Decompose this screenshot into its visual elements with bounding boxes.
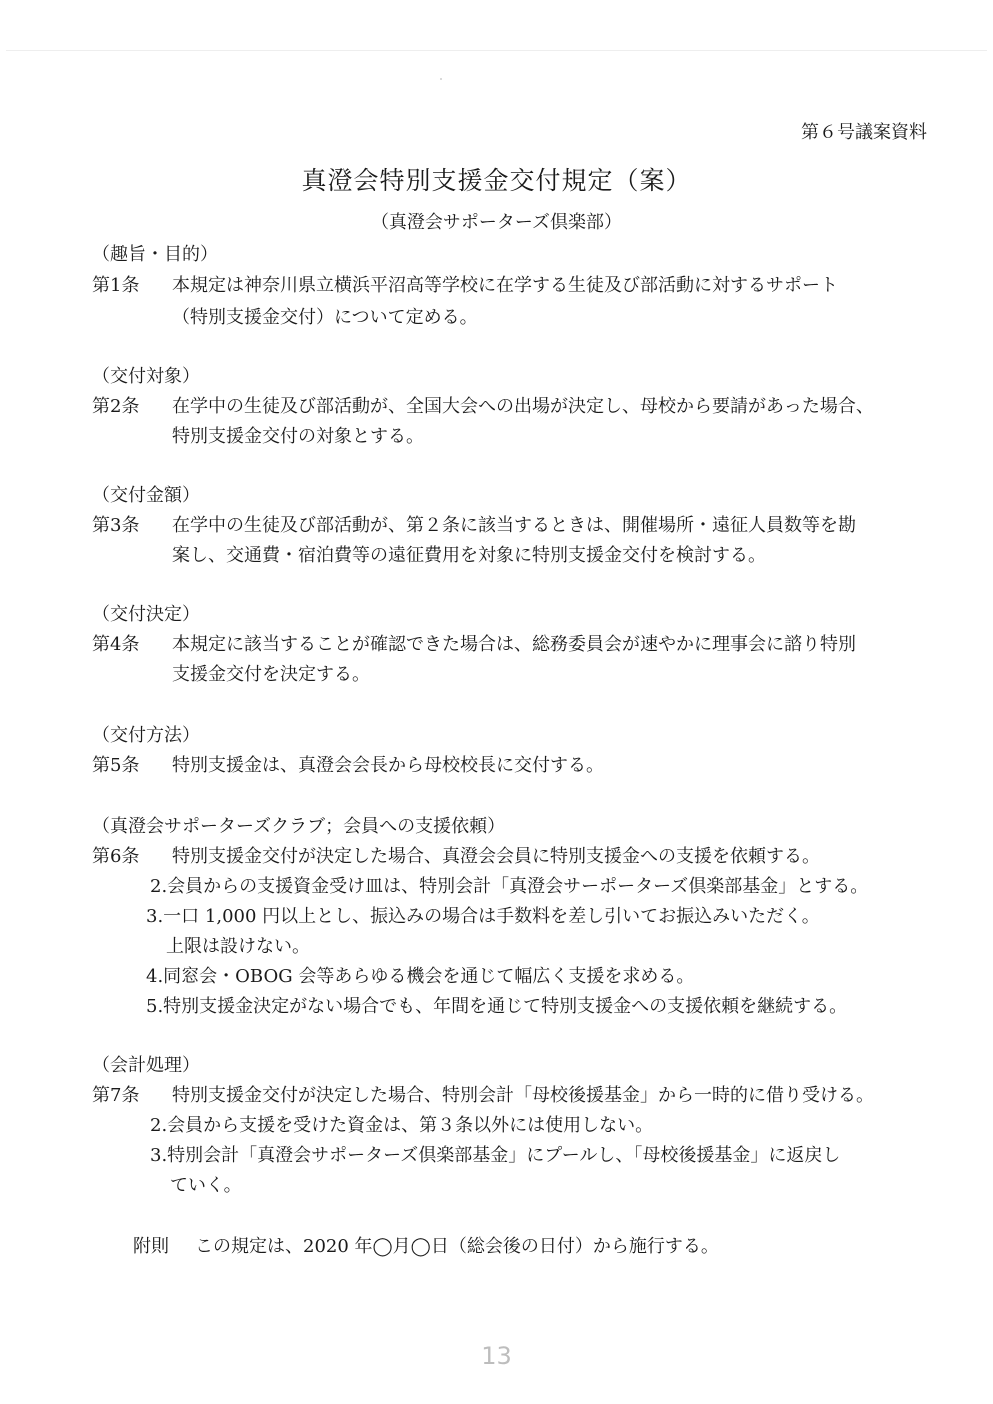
article-2-number: 第2条 bbox=[92, 396, 140, 417]
article-6-item-2: 2.会員からの支援資金受け皿は、特別会計「真澄会サーポーターズ倶楽部基金」とする。 bbox=[150, 876, 869, 897]
article-5-line-1: 特別支援金は、真澄会会長から母校校長に交付する。 bbox=[172, 755, 604, 776]
scan-edge-line bbox=[6, 50, 987, 51]
article-6-line-1: 特別支援金交付が決定した場合、真澄会会員に特別支援金への支援を依頼する。 bbox=[172, 846, 820, 867]
article-6-item-5: 5.特別支援金決定がない場合でも、年間を通じて特別支援金への支援依頼を継続する。 bbox=[146, 996, 848, 1017]
article-4-line-1: 本規定に該当することが確認できた場合は、総務委員会が速やかに理事会に諮り特別 bbox=[172, 634, 856, 655]
article-3-number: 第3条 bbox=[92, 515, 140, 536]
article-6-item-4: 4.同窓会・OBOG 会等あらゆる機会を通じて幅広く支援を求める。 bbox=[146, 966, 695, 987]
supplementary-text: この規定は、2020 年◯月◯日（総会後の日付）から施行する。 bbox=[195, 1236, 719, 1257]
article-6-item-3-continued: 上限は設けない。 bbox=[166, 936, 310, 957]
article-7-heading: （会計処理） bbox=[92, 1055, 200, 1076]
document-reference: 第６号議案資料 bbox=[801, 122, 927, 143]
page-number: 13 bbox=[481, 1342, 512, 1370]
article-2-line-1: 在学中の生徒及び部活動が、全国大会への出場が決定し、母校から要請があった場合、 bbox=[172, 396, 874, 417]
document-title: 真澄会特別支援金交付規定（案） bbox=[301, 166, 692, 195]
article-4-line-2: 支援金交付を決定する。 bbox=[172, 664, 370, 685]
article-2-heading: （交付対象） bbox=[92, 366, 200, 387]
article-4-number: 第4条 bbox=[92, 634, 140, 655]
article-6-number: 第6条 bbox=[92, 846, 140, 867]
article-7-item-3-continued: ていく。 bbox=[170, 1175, 242, 1196]
article-6-heading: （真澄会サポーターズクラブ；会員への支援依頼） bbox=[92, 816, 506, 837]
article-7-item-3: 3.特別会計「真澄会サポーターズ倶楽部基金」にプールし、「母校後援基金」に返戻し bbox=[150, 1145, 841, 1166]
article-4-heading: （交付決定） bbox=[92, 604, 200, 625]
article-7-item-2: 2.会員から支援を受けた資金は、第３条以外には使用しない。 bbox=[150, 1115, 654, 1136]
article-5-heading: （交付方法） bbox=[92, 725, 200, 746]
article-2-line-2: 特別支援金交付の対象とする。 bbox=[172, 426, 424, 447]
article-6-item-3: 3.一口 1,000 円以上とし、振込みの場合は手数料を差し引いてお振込みいただく。 bbox=[146, 906, 820, 927]
scan-speck bbox=[440, 78, 442, 80]
article-3-line-2: 案し、交通費・宿泊費等の遠征費用を対象に特別支援金交付を検討する。 bbox=[172, 545, 766, 566]
article-3-heading: （交付金額） bbox=[92, 485, 200, 506]
article-3-line-1: 在学中の生徒及び部活動が、第２条に該当するときは、開催場所・遠征人員数等を勘 bbox=[172, 515, 856, 536]
article-1-heading: （趣旨・目的） bbox=[92, 244, 218, 265]
document-subtitle: （真澄会サポーターズ倶楽部） bbox=[370, 212, 623, 233]
supplementary-label: 附則 bbox=[133, 1236, 169, 1257]
article-1-line-1: 本規定は神奈川県立横浜平沼高等学校に在学する生徒及び部活動に対するサポート bbox=[172, 275, 838, 296]
article-7-line-1: 特別支援金交付が決定した場合、特別会計「母校後援基金」から一時的に借り受ける。 bbox=[172, 1085, 874, 1106]
article-1-number: 第1条 bbox=[92, 275, 140, 296]
article-1-line-2: （特別支援金交付）について定める。 bbox=[172, 307, 478, 328]
article-7-number: 第7条 bbox=[92, 1085, 140, 1106]
article-5-number: 第5条 bbox=[92, 755, 140, 776]
